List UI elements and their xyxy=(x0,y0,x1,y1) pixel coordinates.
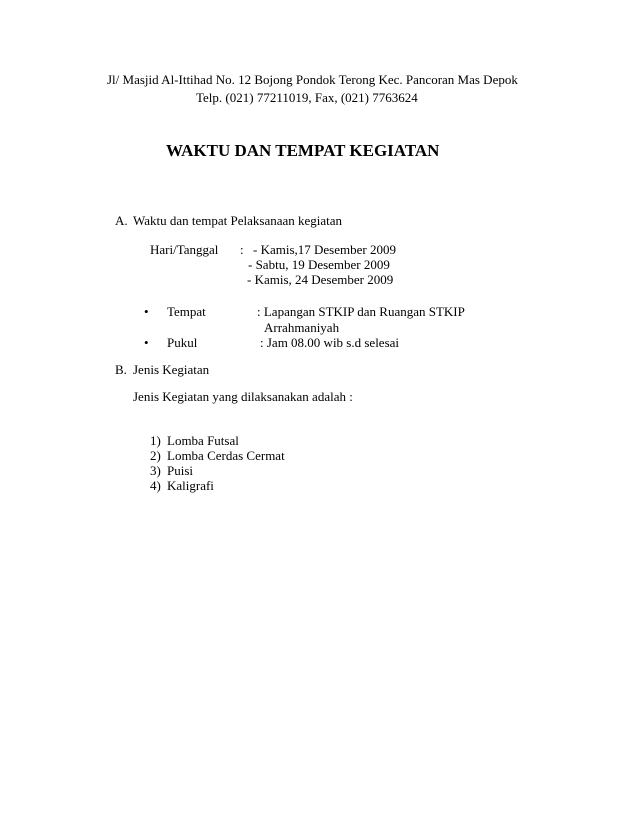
date-separator: : xyxy=(240,242,244,257)
time-label: Pukul xyxy=(167,335,198,350)
place-value-continued: Arrahmaniyah xyxy=(264,320,340,335)
date-item: - Sabtu, 19 Desember 2009 xyxy=(248,257,390,272)
list-item-number: 3) xyxy=(150,463,161,478)
date-label: Hari/Tanggal xyxy=(150,242,219,257)
time-value: : Jam 08.00 wib s.d selesai xyxy=(260,335,400,350)
place-label: Tempat xyxy=(167,304,206,319)
header-address: Jl/ Masjid Al-Ittihad No. 12 Bojong Pondok Terong Kec. Pancoran Mas Depok xyxy=(107,72,518,87)
bullet-icon: • xyxy=(144,304,149,319)
date-item: - Kamis, 24 Desember 2009 xyxy=(247,272,394,287)
header-phone: Telp. (021) 77211019, Fax, (021) 7763624 xyxy=(196,90,418,105)
list-item: Lomba Futsal xyxy=(167,433,239,448)
list-item: Puisi xyxy=(167,463,194,478)
list-item-number: 1) xyxy=(150,433,161,448)
date-item: - Kamis,17 Desember 2009 xyxy=(253,242,396,257)
place-value: : Lapangan STKIP dan Ruangan STKIP xyxy=(257,304,465,319)
section-a-heading: Waktu dan tempat Pelaksanaan kegiatan xyxy=(133,213,343,228)
section-b-heading: Jenis Kegiatan xyxy=(133,362,210,377)
section-a-marker: A. xyxy=(115,213,128,228)
list-item: Kaligrafi xyxy=(167,478,214,493)
bullet-icon: • xyxy=(144,335,149,350)
list-item: Lomba Cerdas Cermat xyxy=(167,448,285,463)
list-item-number: 2) xyxy=(150,448,161,463)
list-item-number: 4) xyxy=(150,478,161,493)
section-b-intro: Jenis Kegiatan yang dilaksanakan adalah : xyxy=(133,389,353,404)
page-title: WAKTU DAN TEMPAT KEGIATAN xyxy=(166,141,440,160)
section-b-marker: B. xyxy=(115,362,127,377)
